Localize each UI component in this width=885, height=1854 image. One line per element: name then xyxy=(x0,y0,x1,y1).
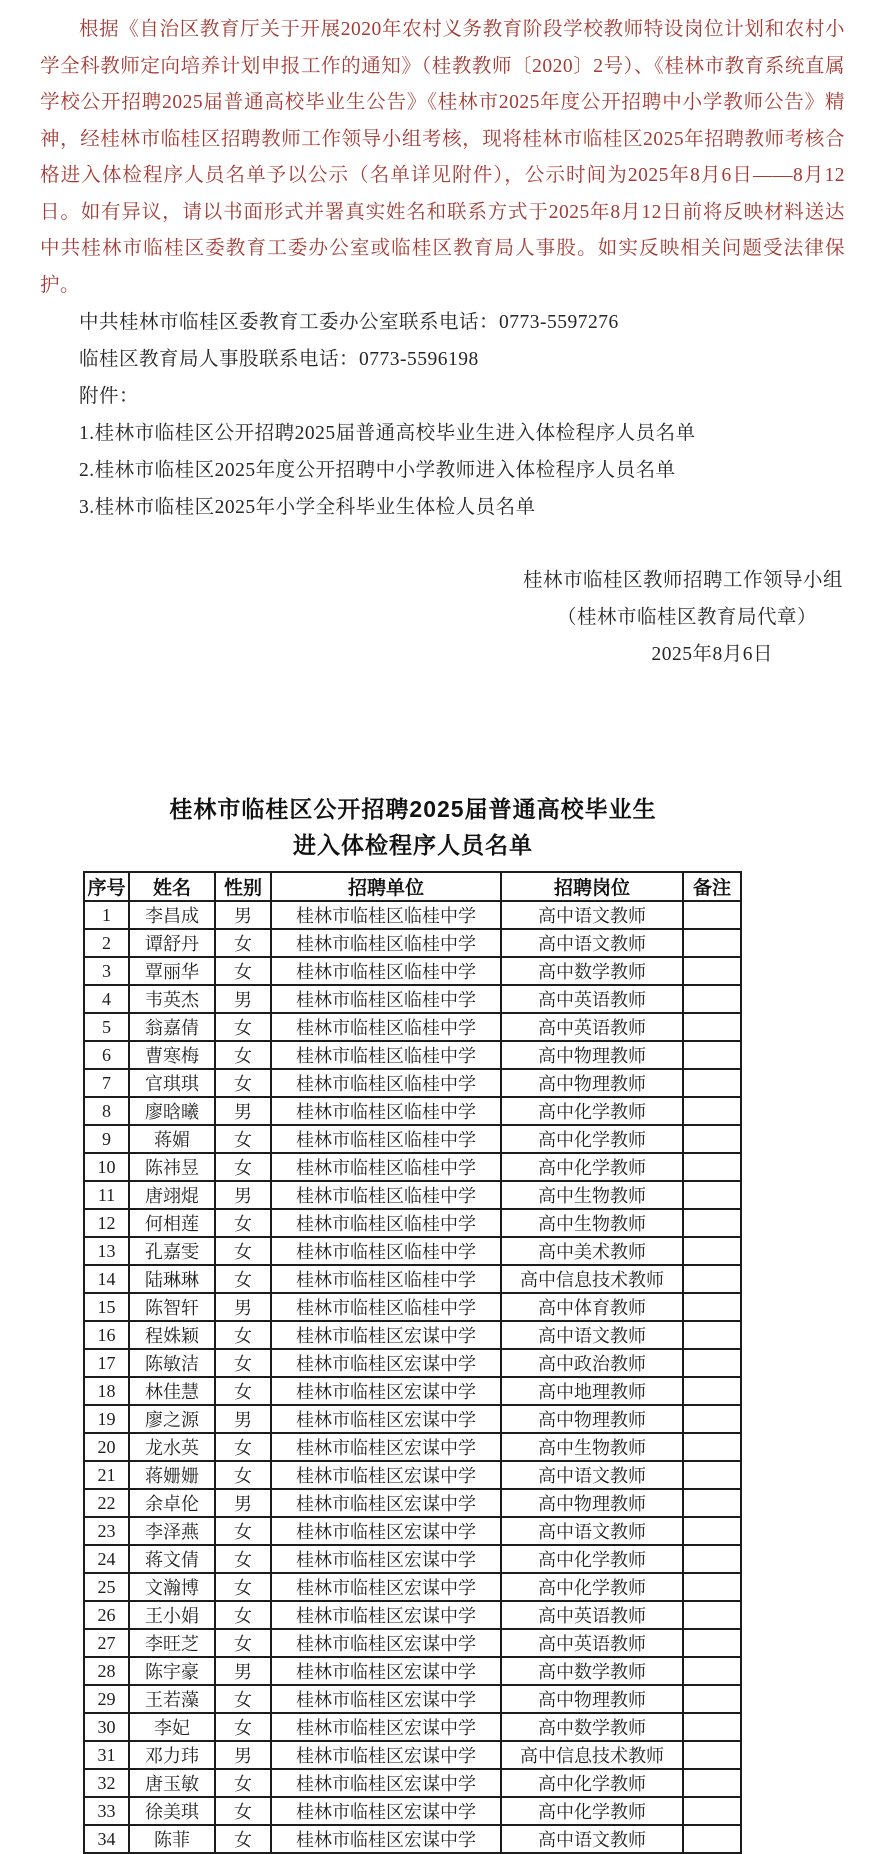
cell-name: 谭舒丹 xyxy=(129,929,215,957)
cell-number: 25 xyxy=(84,1573,129,1601)
cell-number: 27 xyxy=(84,1629,129,1657)
column-header-gender: 性别 xyxy=(215,872,271,901)
cell-unit: 桂林市临桂区宏谋中学 xyxy=(271,1601,501,1629)
cell-number: 10 xyxy=(84,1153,129,1181)
table-row xyxy=(84,1265,741,1293)
cell-remark xyxy=(683,1685,741,1713)
cell-gender: 女 xyxy=(215,1125,271,1153)
cell-position: 高中英语教师 xyxy=(501,1629,683,1657)
cell-unit: 桂林市临桂区宏谋中学 xyxy=(271,1405,501,1433)
table-row xyxy=(84,1825,741,1853)
cell-name: 曹寒梅 xyxy=(129,1041,215,1069)
cell-number: 26 xyxy=(84,1601,129,1629)
cell-unit: 桂林市临桂区临桂中学 xyxy=(271,985,501,1013)
cell-unit: 桂林市临桂区宏谋中学 xyxy=(271,1349,501,1377)
cell-unit: 桂林市临桂区宏谋中学 xyxy=(271,1741,501,1769)
cell-remark xyxy=(683,1797,741,1825)
cell-unit: 桂林市临桂区临桂中学 xyxy=(271,1153,501,1181)
cell-position: 高中美术教师 xyxy=(501,1237,683,1265)
cell-name: 余卓伦 xyxy=(129,1489,215,1517)
cell-number: 21 xyxy=(84,1461,129,1489)
cell-gender: 女 xyxy=(215,1237,271,1265)
cell-gender: 女 xyxy=(215,1041,271,1069)
table-row xyxy=(84,1097,741,1125)
cell-unit: 桂林市临桂区宏谋中学 xyxy=(271,1433,501,1461)
table-row xyxy=(84,957,741,985)
table-row xyxy=(84,1573,741,1601)
cell-number: 8 xyxy=(84,1097,129,1125)
cell-number: 12 xyxy=(84,1209,129,1237)
cell-remark xyxy=(683,1349,741,1377)
cell-unit: 桂林市临桂区宏谋中学 xyxy=(271,1573,501,1601)
cell-remark xyxy=(683,1321,741,1349)
cell-number: 14 xyxy=(84,1265,129,1293)
cell-gender: 女 xyxy=(215,1545,271,1573)
cell-remark xyxy=(683,1713,741,1741)
table-row xyxy=(84,1489,741,1517)
cell-unit: 桂林市临桂区临桂中学 xyxy=(271,1293,501,1321)
cell-position: 高中英语教师 xyxy=(501,985,683,1013)
cell-unit: 桂林市临桂区宏谋中学 xyxy=(271,1517,501,1545)
cell-number: 6 xyxy=(84,1041,129,1069)
cell-position: 高中生物教师 xyxy=(501,1181,683,1209)
cell-remark xyxy=(683,1209,741,1237)
cell-unit: 桂林市临桂区临桂中学 xyxy=(271,1069,501,1097)
cell-position: 高中化学教师 xyxy=(501,1125,683,1153)
table-row xyxy=(84,1685,741,1713)
cell-remark xyxy=(683,1405,741,1433)
cell-name: 蒋媚 xyxy=(129,1125,215,1153)
cell-number: 20 xyxy=(84,1433,129,1461)
cell-name: 陆琳琳 xyxy=(129,1265,215,1293)
cell-gender: 女 xyxy=(215,1349,271,1377)
cell-name: 韦英杰 xyxy=(129,985,215,1013)
cell-number: 28 xyxy=(84,1657,129,1685)
cell-gender: 女 xyxy=(215,1573,271,1601)
signature-block xyxy=(40,562,845,673)
cell-gender: 女 xyxy=(215,929,271,957)
cell-number: 13 xyxy=(84,1237,129,1265)
attachment-item-2: 2.桂林市临桂区2025年度公开招聘中小学教师进入体检程序人员名单 xyxy=(79,460,676,481)
cell-position: 高中物理教师 xyxy=(501,1041,683,1069)
cell-position: 高中数学教师 xyxy=(501,957,683,985)
table-row xyxy=(84,1209,741,1237)
cell-gender: 男 xyxy=(215,1181,271,1209)
cell-remark xyxy=(683,901,741,929)
cell-remark xyxy=(683,929,741,957)
cell-position: 高中地理教师 xyxy=(501,1377,683,1405)
cell-number: 2 xyxy=(84,929,129,957)
table-row xyxy=(84,1349,741,1377)
cell-gender: 女 xyxy=(215,1769,271,1797)
cell-unit: 桂林市临桂区临桂中学 xyxy=(271,1125,501,1153)
attachment-item-3: 3.桂林市临桂区2025年小学全科毕业生体检人员名单 xyxy=(79,497,536,518)
cell-remark xyxy=(683,1237,741,1265)
cell-number: 15 xyxy=(84,1293,129,1321)
cell-position: 高中化学教师 xyxy=(501,1797,683,1825)
column-header-remark: 备注 xyxy=(683,872,741,901)
cell-remark xyxy=(683,1069,741,1097)
attachments-label: 附件： xyxy=(79,386,140,407)
cell-unit: 桂林市临桂区宏谋中学 xyxy=(271,1489,501,1517)
cell-remark xyxy=(683,1041,741,1069)
cell-position: 高中语文教师 xyxy=(501,1825,683,1853)
cell-name: 李泽燕 xyxy=(129,1517,215,1545)
cell-remark xyxy=(683,1769,741,1797)
cell-name: 覃丽华 xyxy=(129,957,215,985)
cell-position: 高中化学教师 xyxy=(501,1153,683,1181)
cell-number: 22 xyxy=(84,1489,129,1517)
table-row xyxy=(84,1321,741,1349)
cell-gender: 女 xyxy=(215,1461,271,1489)
cell-name: 邓力玮 xyxy=(129,1741,215,1769)
table-row xyxy=(84,1657,741,1685)
cell-number: 17 xyxy=(84,1349,129,1377)
cell-unit: 桂林市临桂区宏谋中学 xyxy=(271,1797,501,1825)
signature-organization: 桂林市临桂区教师招聘工作领导小组 xyxy=(522,570,843,591)
cell-number: 9 xyxy=(84,1125,129,1153)
cell-name: 林佳慧 xyxy=(129,1377,215,1405)
cell-unit: 桂林市临桂区宏谋中学 xyxy=(271,1629,501,1657)
cell-gender: 女 xyxy=(215,1713,271,1741)
cell-gender: 女 xyxy=(215,1377,271,1405)
table-row xyxy=(84,1629,741,1657)
cell-name: 陈宇豪 xyxy=(129,1657,215,1685)
cell-position: 高中体育教师 xyxy=(501,1293,683,1321)
cell-name: 官琪琪 xyxy=(129,1069,215,1097)
cell-gender: 女 xyxy=(215,957,271,985)
cell-position: 高中语文教师 xyxy=(501,1461,683,1489)
cell-gender: 女 xyxy=(215,1517,271,1545)
cell-name: 文瀚博 xyxy=(129,1573,215,1601)
roster-section xyxy=(83,791,743,1854)
cell-number: 24 xyxy=(84,1545,129,1573)
cell-name: 龙水英 xyxy=(129,1433,215,1461)
cell-position: 高中数学教师 xyxy=(501,1657,683,1685)
cell-remark xyxy=(683,1293,741,1321)
cell-name: 陈敏洁 xyxy=(129,1349,215,1377)
cell-number: 23 xyxy=(84,1517,129,1545)
cell-remark xyxy=(683,1741,741,1769)
notice-body-paragraph: 根据《自治区教育厅关于开展2020年农村义务教育阶段学校教师特设岗位计划和农村小学全科教师定向培养计划申报工作的通知》（桂教教师〔2020〕2号）、《桂林市教育系统直属学校公开招聘2025届普通高校毕业生公告》《桂林市2025年度公开招聘中小学教师公告》精神，经桂林市临桂区招聘教师工作领导小组考核，现将桂林市临桂区2025年招聘教师考核合格进入体检程序人员名单予以公示（名单详见附件），公示时间为2025年8月6日——8月12日。如有异议，请以书面形式并署真实姓名和联系方式于2025年8月12日前将反映材料送达中共桂林市临桂区委教育工委办公室或临桂区教育局人事股。如实反映相关问题受法律保护。 xyxy=(40,19,845,296)
table-row xyxy=(84,1713,741,1741)
table-row xyxy=(84,1041,741,1069)
cell-number: 18 xyxy=(84,1377,129,1405)
cell-gender: 男 xyxy=(215,901,271,929)
cell-remark xyxy=(683,1601,741,1629)
roster-header-row xyxy=(84,872,741,901)
cell-position: 高中物理教师 xyxy=(501,1069,683,1097)
cell-remark xyxy=(683,1377,741,1405)
cell-unit: 桂林市临桂区临桂中学 xyxy=(271,1265,501,1293)
cell-number: 33 xyxy=(84,1797,129,1825)
cell-remark xyxy=(683,1461,741,1489)
cell-position: 高中化学教师 xyxy=(501,1573,683,1601)
cell-name: 程姝颖 xyxy=(129,1321,215,1349)
contact-phone-personnel: 临桂区教育局人事股联系电话：0773-5596198 xyxy=(79,349,479,370)
cell-name: 陈菲 xyxy=(129,1825,215,1853)
cell-name: 何相莲 xyxy=(129,1209,215,1237)
cell-remark xyxy=(683,1825,741,1853)
cell-remark xyxy=(683,1181,741,1209)
cell-name: 蒋姗姗 xyxy=(129,1461,215,1489)
cell-unit: 桂林市临桂区宏谋中学 xyxy=(271,1685,501,1713)
signature-date: 2025年8月6日 xyxy=(651,644,773,665)
cell-number: 5 xyxy=(84,1013,129,1041)
table-row xyxy=(84,1433,741,1461)
cell-name: 李昌成 xyxy=(129,901,215,929)
cell-number: 29 xyxy=(84,1685,129,1713)
cell-number: 32 xyxy=(84,1769,129,1797)
cell-gender: 女 xyxy=(215,1153,271,1181)
cell-name: 陈智轩 xyxy=(129,1293,215,1321)
cell-unit: 桂林市临桂区宏谋中学 xyxy=(271,1769,501,1797)
cell-remark xyxy=(683,1433,741,1461)
table-row xyxy=(84,1181,741,1209)
table-row xyxy=(84,901,741,929)
table-row xyxy=(84,1069,741,1097)
cell-name: 李妃 xyxy=(129,1713,215,1741)
cell-gender: 男 xyxy=(215,1657,271,1685)
table-row xyxy=(84,985,741,1013)
cell-position: 高中生物教师 xyxy=(501,1433,683,1461)
cell-remark xyxy=(683,1013,741,1041)
cell-number: 19 xyxy=(84,1405,129,1433)
table-row xyxy=(84,1461,741,1489)
table-row xyxy=(84,1797,741,1825)
cell-name: 徐美琪 xyxy=(129,1797,215,1825)
cell-name: 王若藻 xyxy=(129,1685,215,1713)
cell-position: 高中英语教师 xyxy=(501,1013,683,1041)
cell-unit: 桂林市临桂区宏谋中学 xyxy=(271,1825,501,1853)
cell-number: 34 xyxy=(84,1825,129,1853)
cell-number: 31 xyxy=(84,1741,129,1769)
roster-title-line1: 桂林市临桂区公开招聘2025届普通高校毕业生 xyxy=(169,796,657,822)
cell-position: 高中政治教师 xyxy=(501,1349,683,1377)
cell-gender: 女 xyxy=(215,1601,271,1629)
cell-gender: 女 xyxy=(215,1433,271,1461)
cell-gender: 女 xyxy=(215,1265,271,1293)
table-row xyxy=(84,1237,741,1265)
attachment-item-1: 1.桂林市临桂区公开招聘2025届普通高校毕业生进入体检程序人员名单 xyxy=(79,423,696,444)
contact-phone-office: 中共桂林市临桂区委教育工委办公室联系电话：0773-5597276 xyxy=(79,312,619,333)
table-row xyxy=(84,1153,741,1181)
cell-remark xyxy=(683,1097,741,1125)
cell-position: 高中化学教师 xyxy=(501,1097,683,1125)
cell-remark xyxy=(683,985,741,1013)
cell-position: 高中语文教师 xyxy=(501,929,683,957)
cell-position: 高中物理教师 xyxy=(501,1405,683,1433)
cell-remark xyxy=(683,1545,741,1573)
cell-unit: 桂林市临桂区宏谋中学 xyxy=(271,1713,501,1741)
table-row xyxy=(84,929,741,957)
table-row xyxy=(84,1769,741,1797)
table-row xyxy=(84,1517,741,1545)
cell-unit: 桂林市临桂区宏谋中学 xyxy=(271,1461,501,1489)
attachment-list xyxy=(40,415,845,526)
cell-remark xyxy=(683,1489,741,1517)
cell-name: 孔嘉雯 xyxy=(129,1237,215,1265)
cell-gender: 女 xyxy=(215,1685,271,1713)
cell-remark xyxy=(683,1265,741,1293)
signature-seal-note: （桂林市临桂区教育局代章） xyxy=(556,607,817,628)
cell-position: 高中英语教师 xyxy=(501,1601,683,1629)
cell-gender: 男 xyxy=(215,1489,271,1517)
roster-table xyxy=(83,871,742,1854)
cell-unit: 桂林市临桂区临桂中学 xyxy=(271,901,501,929)
cell-unit: 桂林市临桂区宏谋中学 xyxy=(271,1545,501,1573)
cell-gender: 女 xyxy=(215,1069,271,1097)
cell-unit: 桂林市临桂区临桂中学 xyxy=(271,1237,501,1265)
cell-position: 高中生物教师 xyxy=(501,1209,683,1237)
cell-number: 16 xyxy=(84,1321,129,1349)
table-row xyxy=(84,1013,741,1041)
cell-unit: 桂林市临桂区临桂中学 xyxy=(271,1181,501,1209)
cell-number: 4 xyxy=(84,985,129,1013)
cell-gender: 男 xyxy=(215,1293,271,1321)
cell-position: 高中化学教师 xyxy=(501,1545,683,1573)
cell-unit: 桂林市临桂区临桂中学 xyxy=(271,957,501,985)
column-header-number: 序号 xyxy=(84,872,129,901)
cell-remark xyxy=(683,1517,741,1545)
cell-number: 11 xyxy=(84,1181,129,1209)
cell-gender: 女 xyxy=(215,1629,271,1657)
table-row xyxy=(84,1377,741,1405)
cell-name: 李旺芝 xyxy=(129,1629,215,1657)
cell-remark xyxy=(683,1125,741,1153)
cell-unit: 桂林市临桂区临桂中学 xyxy=(271,929,501,957)
cell-position: 高中语文教师 xyxy=(501,1321,683,1349)
cell-gender: 女 xyxy=(215,1825,271,1853)
cell-gender: 女 xyxy=(215,1797,271,1825)
cell-unit: 桂林市临桂区宏谋中学 xyxy=(271,1377,501,1405)
cell-gender: 女 xyxy=(215,1013,271,1041)
cell-remark xyxy=(683,1657,741,1685)
table-row xyxy=(84,1405,741,1433)
column-header-name: 姓名 xyxy=(129,872,215,901)
cell-name: 王小娟 xyxy=(129,1601,215,1629)
cell-position: 高中数学教师 xyxy=(501,1713,683,1741)
cell-number: 1 xyxy=(84,901,129,929)
cell-unit: 桂林市临桂区宏谋中学 xyxy=(271,1657,501,1685)
cell-gender: 女 xyxy=(215,1321,271,1349)
cell-position: 高中物理教师 xyxy=(501,1685,683,1713)
cell-gender: 男 xyxy=(215,1741,271,1769)
cell-name: 陈祎昱 xyxy=(129,1153,215,1181)
cell-remark xyxy=(683,1153,741,1181)
cell-unit: 桂林市临桂区临桂中学 xyxy=(271,1041,501,1069)
cell-number: 3 xyxy=(84,957,129,985)
cell-unit: 桂林市临桂区宏谋中学 xyxy=(271,1321,501,1349)
cell-position: 高中化学教师 xyxy=(501,1769,683,1797)
cell-position: 高中信息技术教师 xyxy=(501,1741,683,1769)
cell-remark xyxy=(683,1629,741,1657)
cell-gender: 女 xyxy=(215,1209,271,1237)
cell-name: 廖晗曦 xyxy=(129,1097,215,1125)
table-row xyxy=(84,1293,741,1321)
cell-unit: 桂林市临桂区临桂中学 xyxy=(271,1097,501,1125)
column-header-unit: 招聘单位 xyxy=(271,872,501,901)
cell-unit: 桂林市临桂区临桂中学 xyxy=(271,1209,501,1237)
column-header-position: 招聘岗位 xyxy=(501,872,683,901)
cell-position: 高中语文教师 xyxy=(501,901,683,929)
roster-title-line2: 进入体检程序人员名单 xyxy=(293,832,533,858)
cell-gender: 男 xyxy=(215,1097,271,1125)
cell-unit: 桂林市临桂区临桂中学 xyxy=(271,1013,501,1041)
cell-number: 7 xyxy=(84,1069,129,1097)
table-row xyxy=(84,1125,741,1153)
roster-table-body xyxy=(84,901,741,1853)
cell-name: 蒋文倩 xyxy=(129,1545,215,1573)
cell-gender: 男 xyxy=(215,1405,271,1433)
cell-name: 翁嘉倩 xyxy=(129,1013,215,1041)
cell-gender: 男 xyxy=(215,985,271,1013)
table-row xyxy=(84,1601,741,1629)
cell-name: 唐翊焜 xyxy=(129,1181,215,1209)
cell-position: 高中信息技术教师 xyxy=(501,1265,683,1293)
cell-name: 廖之源 xyxy=(129,1405,215,1433)
table-row xyxy=(84,1545,741,1573)
cell-remark xyxy=(683,1573,741,1601)
cell-position: 高中语文教师 xyxy=(501,1517,683,1545)
cell-number: 30 xyxy=(84,1713,129,1741)
cell-remark xyxy=(683,957,741,985)
cell-name: 唐玉敏 xyxy=(129,1769,215,1797)
table-row xyxy=(84,1741,741,1769)
cell-position: 高中物理教师 xyxy=(501,1489,683,1517)
